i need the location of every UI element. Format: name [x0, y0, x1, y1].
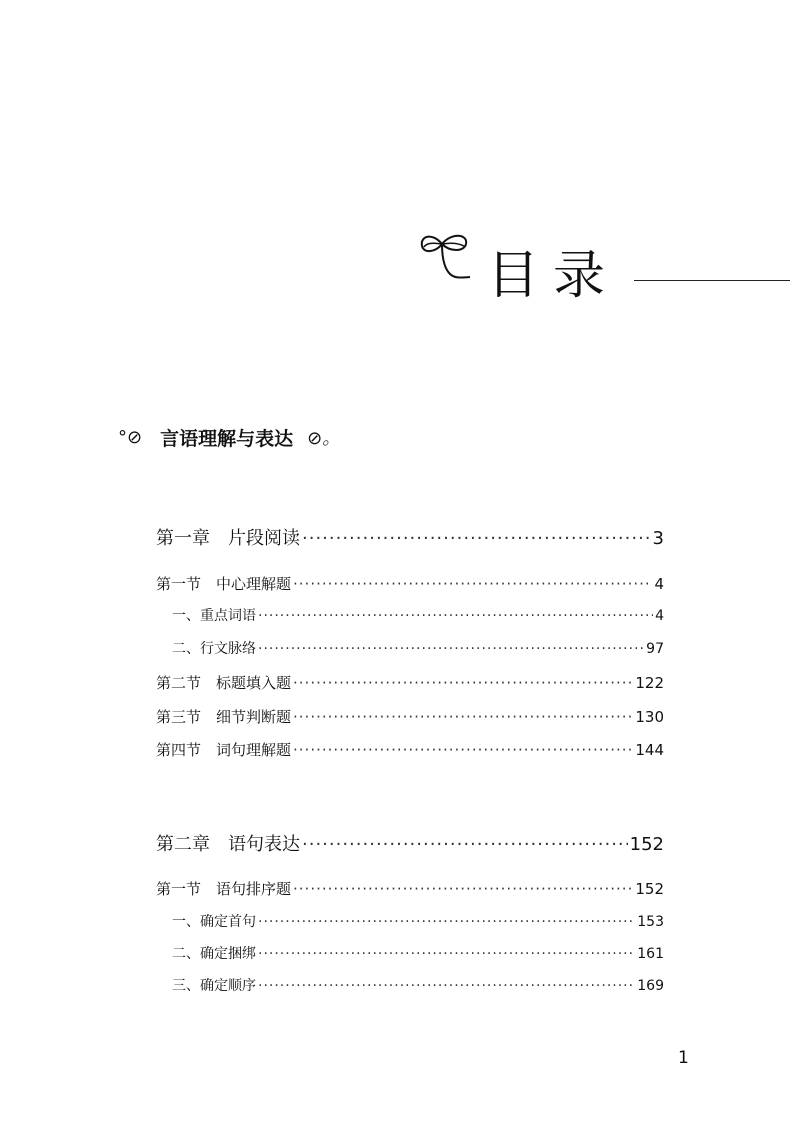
toc-subsection[interactable]	[172, 975, 664, 995]
page-number: 1	[678, 1048, 689, 1068]
toc-label: 第一节 语句排序题	[156, 880, 292, 898]
toc-section[interactable]	[156, 672, 664, 693]
toc-label: 第一节 中心理解题	[156, 575, 292, 593]
dot-leader	[258, 641, 644, 657]
toc-page-number: 122	[635, 674, 664, 692]
seed-mark-left: °⊘	[118, 426, 143, 448]
toc-label: 三、确定顺序	[172, 978, 256, 994]
dot-leader	[293, 575, 652, 593]
toc-page-number: 161	[637, 946, 664, 962]
dot-leader	[258, 914, 635, 930]
toc-section[interactable]	[156, 739, 664, 760]
toc-chapter-1[interactable]	[156, 524, 664, 550]
toc-page-number: 3	[652, 528, 664, 549]
toc-page-number: 152	[635, 880, 664, 898]
toc-page-number: 153	[637, 914, 664, 930]
dot-leader	[258, 946, 635, 962]
dot-leader	[302, 528, 651, 549]
toc-label: 一、确定首句	[172, 914, 256, 930]
toc-section[interactable]	[156, 878, 664, 899]
sprout-icon	[418, 222, 478, 286]
toc-section[interactable]	[156, 706, 664, 727]
toc-subsection[interactable]	[172, 638, 664, 658]
dot-leader	[293, 708, 633, 726]
toc-subsection[interactable]	[172, 605, 664, 625]
toc-label: 第四节 词句理解题	[156, 741, 292, 759]
toc-subsection[interactable]	[172, 911, 664, 931]
toc-label: 第二节 标题填入题	[156, 674, 292, 692]
toc-label: 第一章 片段阅读	[156, 528, 300, 549]
section-heading	[118, 422, 340, 452]
toc-page-number: 4	[655, 608, 664, 624]
toc-page-number: 152	[629, 834, 664, 855]
toc-page-number: 144	[635, 741, 664, 759]
section-heading-label: 言语理解与表达	[160, 427, 294, 450]
toc-label: 二、行文脉络	[172, 641, 256, 657]
toc-page-number: 169	[637, 978, 664, 994]
dot-leader	[302, 834, 628, 855]
dot-leader	[293, 880, 633, 898]
dot-leader	[293, 741, 633, 759]
page-title: 目录	[487, 246, 620, 306]
toc-subsection[interactable]	[172, 943, 664, 963]
toc-page-number: 97	[646, 641, 664, 657]
title-rule	[634, 280, 790, 281]
toc-label: 第三节 细节判断题	[156, 708, 292, 726]
toc-label: 二、确定捆绑	[172, 946, 256, 962]
toc-page-number: 130	[635, 708, 664, 726]
toc-page-number: 4	[654, 575, 664, 593]
dot-leader	[258, 608, 653, 624]
toc-chapter-2[interactable]	[156, 830, 664, 856]
toc-section[interactable]	[156, 573, 664, 594]
seed-mark-right: ⊘。	[307, 428, 341, 449]
toc-label: 一、重点词语	[172, 608, 256, 624]
dot-leader	[293, 674, 633, 692]
dot-leader	[258, 978, 635, 994]
toc-label: 第二章 语句表达	[156, 834, 300, 855]
